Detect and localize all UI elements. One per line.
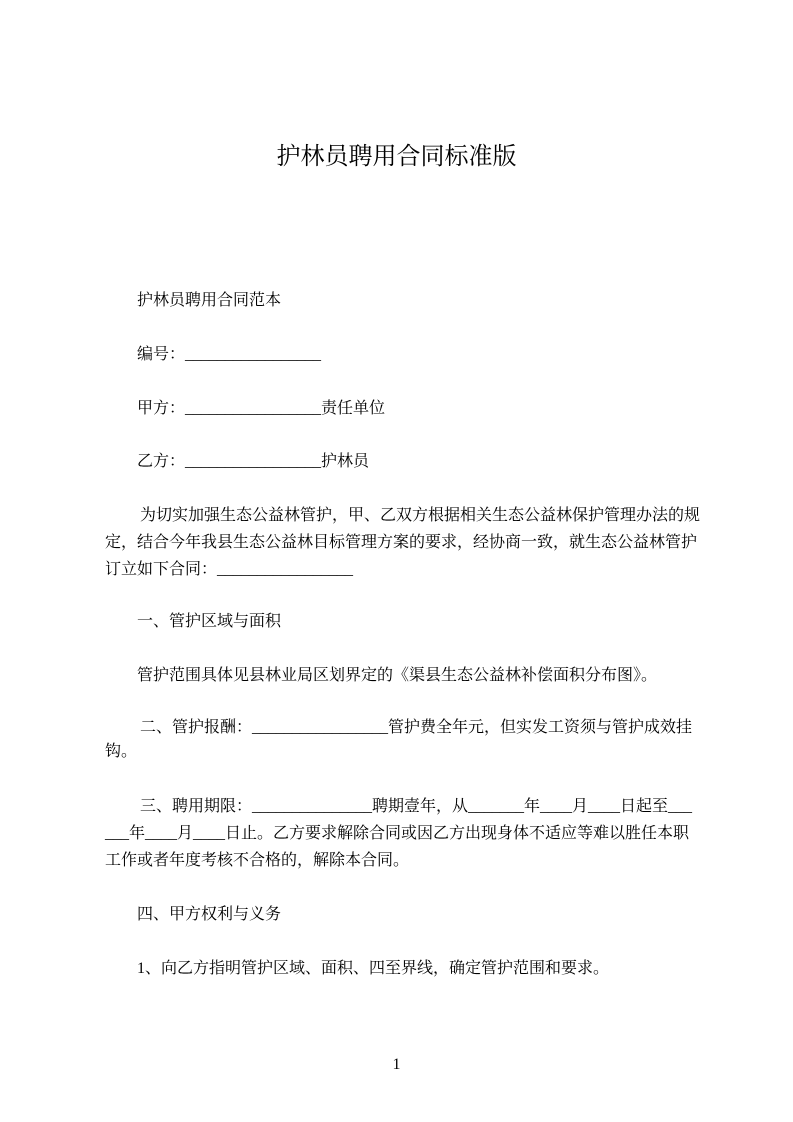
- party-b-line: 乙方：_________________护林员: [137, 453, 370, 470]
- section-3-line: 工作或者年度考核不合格的，解除本合同。: [105, 852, 410, 869]
- section-2-paragraph: [105, 716, 692, 764]
- serial-number-line: 编号：_________________: [137, 346, 322, 363]
- preamble-line: 为切实加强生态公益林管护，甲、乙双方根据相关生态公益林保护管理办法的规: [140, 507, 701, 524]
- preamble-line: 订立如下合同：_________________: [105, 561, 354, 578]
- document-title: 护林员聘用合同标准版: [276, 143, 517, 170]
- page-number: 1: [392, 1056, 401, 1073]
- section-3-line: ___年____月____日止。乙方要求解除合同或因乙方出现身体不适应等难以胜任本职: [105, 825, 690, 842]
- section-2-line: 钩。: [105, 743, 138, 760]
- section-2-line: 二、管护报酬：_________________管护费全年元，但实发工资须与管护成效挂: [140, 719, 693, 736]
- section-1-title: 一、管护区域与面积: [137, 613, 282, 630]
- section-3-paragraph: [105, 793, 692, 874]
- preamble-line: 定，结合今年我县生态公益林目标管理方案的要求，经协商一致，就生态公益林管护: [105, 534, 698, 551]
- preamble-paragraph: [105, 502, 700, 583]
- section-1-text: 管护范围具体见县林业局区划界定的《渠县生态公益林补偿面积分布图》。: [137, 667, 658, 684]
- contract-heading: 护林员聘用合同范本: [137, 292, 282, 309]
- section-3-line: 三、聘用期限：_______________聘期壹年，从_______年____月____日起至___: [140, 798, 693, 815]
- section-4-title: 四、甲方权利与义务: [137, 906, 282, 923]
- section-4-item-1: 1、向乙方指明管护区域、面积、四至界线，确定管护范围和要求。: [137, 960, 610, 977]
- party-a-line: 甲方：_________________责任单位: [137, 400, 386, 417]
